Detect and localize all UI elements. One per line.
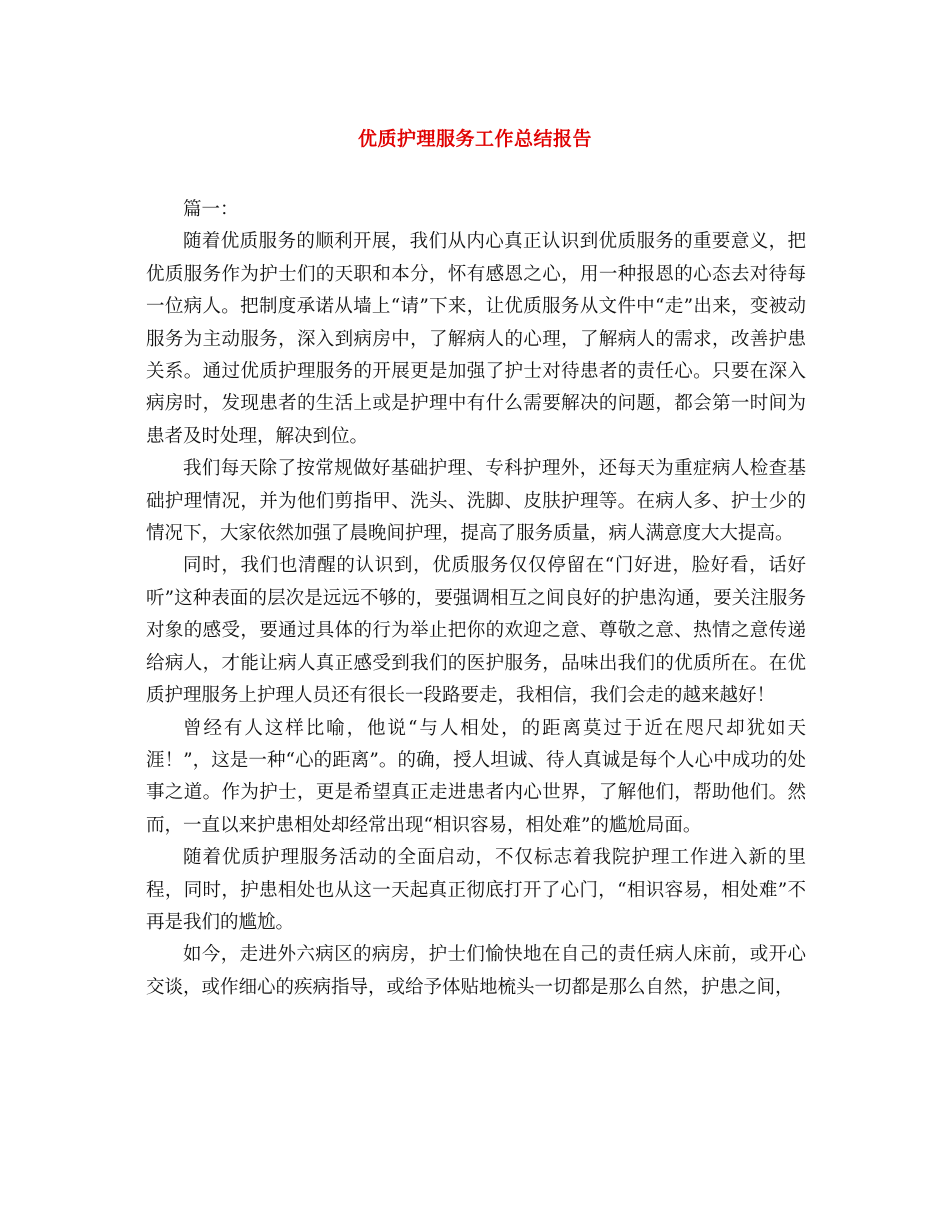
paragraph-6: 如今，走进外六病区的病房，护士们愉快地在自己的责任病人床前，或开心交谈，或作细心的疾病指导，或给予体贴地梳头一切都是那么自然，护患之间， — [146, 944, 806, 998]
document-body — [146, 194, 806, 1004]
section-label: 篇一： — [183, 199, 239, 220]
document-title: 优质护理服务工作总结报告 — [357, 128, 592, 150]
paragraph-4: 曾经有人这样比喻，他说“与人相处，的距离莫过于近在咫尺却犹如天涯！”，这是一种“心的距离”。的确，授人坦诚、待人真诚是每个人心中成功的处事之道。作为护士，更是希望真正走进患者内心世界，了解他们，帮助他们。然而，一直以来护患相处却经常出现“相识容易，相处难”的尴尬局面。 — [146, 717, 806, 836]
paragraph-5: 随着优质护理服务活动的全面启动，不仅标志着我院护理工作进入新的里程，同时，护患相处也从这一天起真正彻底打开了心门，“相识容易，相处难”不再是我们的尴尬。 — [146, 847, 806, 933]
paragraph-2: 我们每天除了按常规做好基础护理、专科护理外，还每天为重症病人检查基础护理情况，并为他们剪指甲、洗头、洗脚、皮肤护理等。在病人多、护士少的情况下，大家依然加强了晨晚间护理，提高了服务质量，病人满意度大大提高。 — [146, 458, 806, 545]
paragraph-3: 同时，我们也清醒的认识到，优质服务仅仅停留在“门好进，脸好看，话好听”这种表面的层次是远远不够的，要强调相互之间良好的护患沟通，要关注服务对象的感受，要通过具体的行为举止把你的欢迎之意、尊敬之意、热情之意传递给病人，才能让病人真正感受到我们的医护服务，品味出我们的优质所在。在优质护理服务上护理人员还有很长一段路要走，我相信，我们会走的越来越好！ — [146, 555, 806, 707]
paragraph-1: 随着优质服务的顺利开展，我们从内心真正认识到优质服务的重要意义，把优质服务作为护士们的天职和本分，怀有感恩之心，用一种报恩的心态去对待每一位病人。把制度承诺从墙上“请”下来，让优质服务从文件中“走”出来，变被动服务为主动服务，深入到病房中，了解病人的心理，了解病人的需求，改善护患关系。通过优质护理服务的开展更是加强了护士对待患者的责任心。只要在深入病房时，发现患者的生活上或是护理中有什么需要解决的问题，都会第一时间为患者及时处理，解决到位。 — [146, 231, 806, 447]
